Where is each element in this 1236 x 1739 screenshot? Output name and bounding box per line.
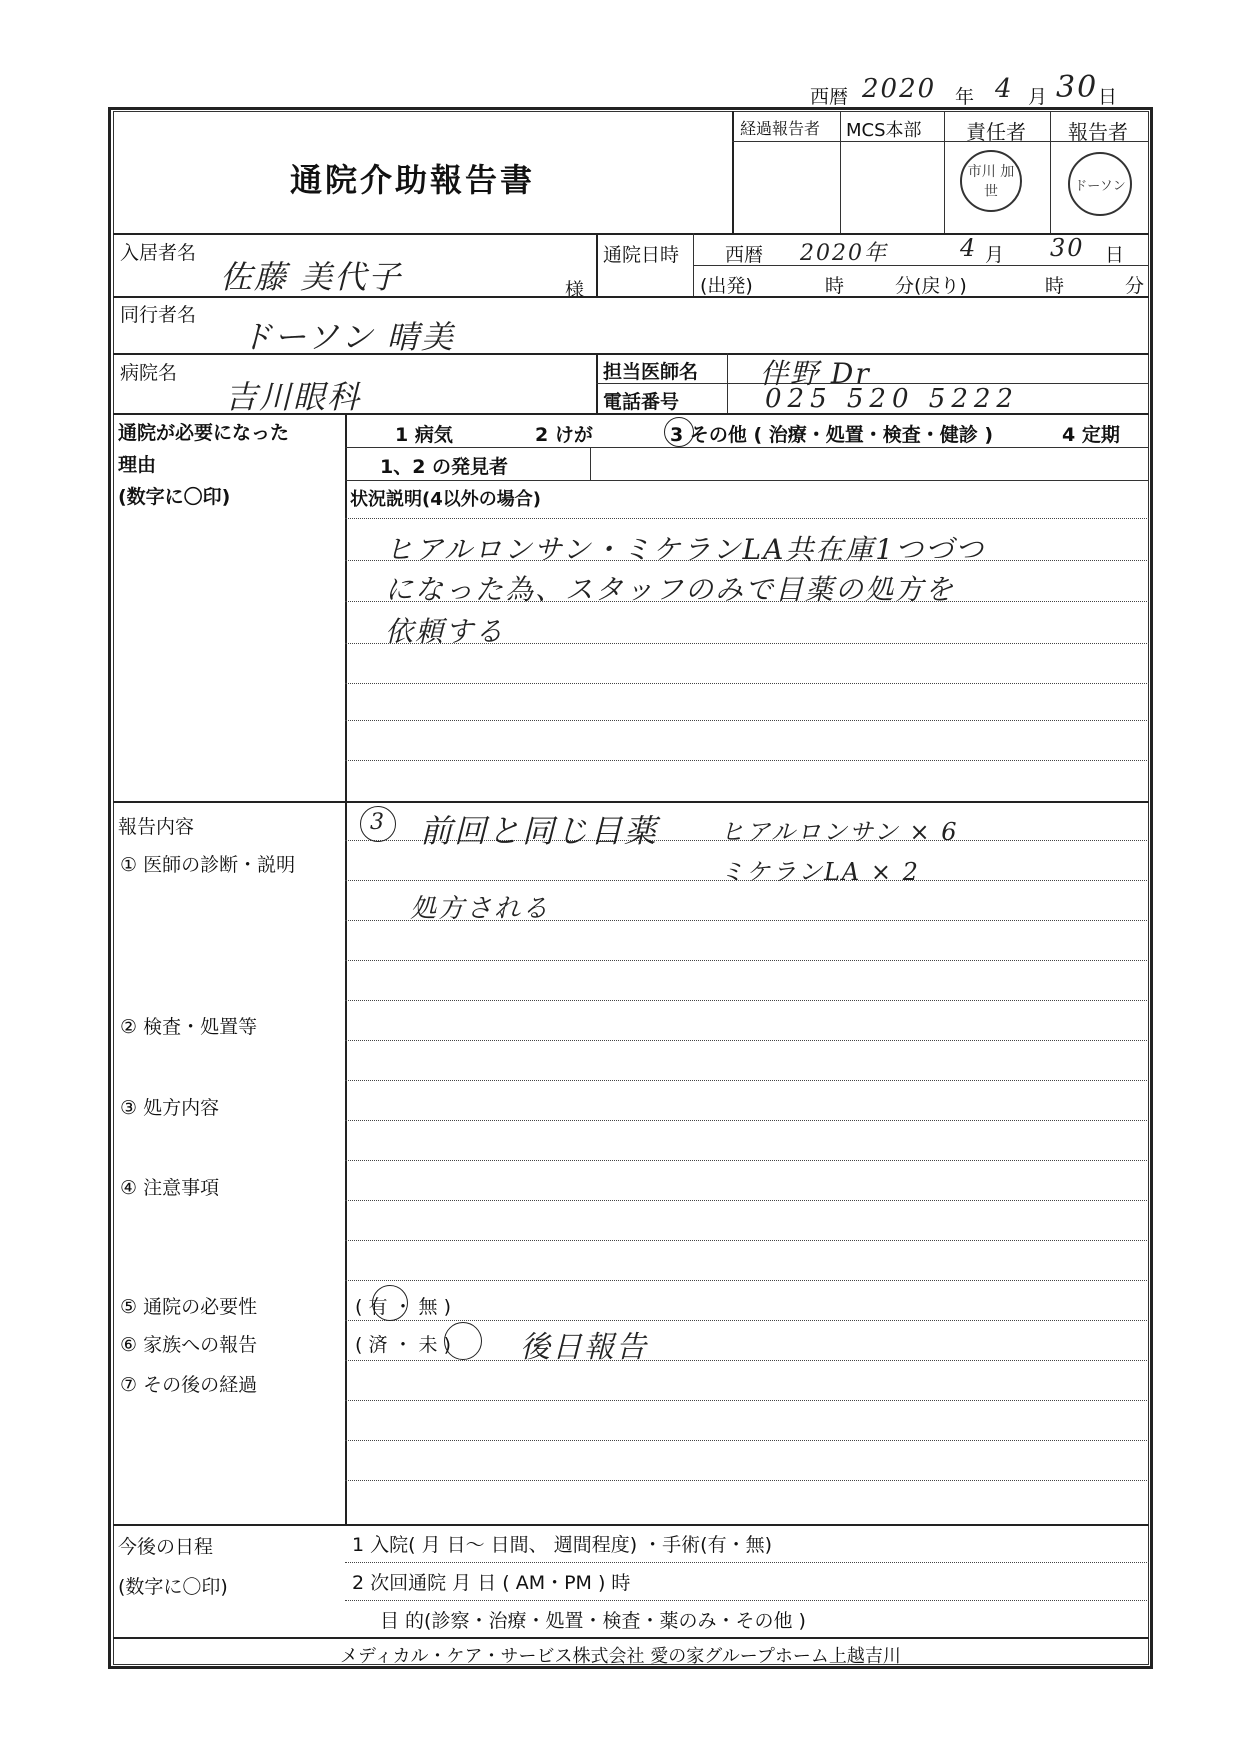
approval-header-progress: 経過報告者	[740, 119, 821, 138]
doctor-name: 伴野 Dr	[760, 357, 871, 390]
report-item-7: ⑦ その後の経過	[120, 1374, 258, 1396]
family-options: ( 済 ・ 未 )	[355, 1334, 451, 1356]
footer-company: メディカル・ケア・サービス株式会社 愛の家グループホーム上越吉川	[340, 1646, 901, 1667]
schedule-line-2: 2 次回通院 月 日 ( AM・PM ) 時	[352, 1572, 631, 1594]
report-line-2-med: ミケランLA × 2	[720, 858, 920, 886]
reporter-stamp: ドーソン	[1068, 152, 1132, 216]
situation-line-2: になった為、スタッフのみで目薬の処方を	[385, 573, 956, 606]
return-label: 分(戻り)	[895, 275, 967, 297]
resident-label: 入居者名	[120, 242, 197, 264]
visit-month: 4	[960, 234, 978, 262]
necessity-options: ( 有 ・ 無 )	[355, 1296, 451, 1318]
phone-label: 電話番号	[603, 391, 680, 413]
depart-label: (出発)	[700, 275, 753, 297]
visit-label: 通院日時	[603, 244, 680, 266]
date-month-unit: 月	[1028, 86, 1048, 108]
report-item-5: ⑤ 通院の必要性	[120, 1296, 258, 1318]
reason-opt-4: 4 定期	[1062, 424, 1120, 446]
date-day-unit: 日	[1098, 86, 1118, 108]
situation-label: 状況説明(4以外の場合)	[350, 489, 541, 510]
visit-year: 2020年	[800, 241, 888, 266]
approval-header-responsible: 責任者	[966, 120, 1026, 144]
resident-name: 佐藤 美代子	[220, 258, 403, 296]
family-circle	[444, 1322, 482, 1360]
schedule-line-1: 1 入院( 月 日〜 日間、 週間程度) ・手術(有・無)	[352, 1534, 772, 1556]
reason-opt-3: 3 その他 ( 治療・処置・検査・健診 )	[670, 424, 994, 446]
companion-label: 同行者名	[120, 304, 197, 326]
report-item-6: ⑥ 家族への報告	[120, 1334, 258, 1356]
schedule-label-2: (数字に〇印)	[118, 1576, 228, 1598]
date-year: 2020	[862, 74, 937, 104]
date-day: 30	[1056, 70, 1099, 105]
report-item-3: ③ 処方内容	[120, 1097, 220, 1119]
report-line-1-med: ヒアルロンサン × 6	[720, 818, 959, 846]
depart-hour: 時	[825, 275, 845, 297]
family-note: 後日報告	[520, 1330, 648, 1365]
phone-value: 025 520 5222	[765, 384, 1019, 414]
situation-line-3: 依頼する	[385, 615, 506, 648]
schedule-line-3: 目 的(診察・治療・処置・検査・薬のみ・その他 )	[380, 1610, 806, 1632]
reason-opt-1: 1 病気	[395, 424, 453, 446]
schedule-label-1: 今後の日程	[118, 1536, 214, 1558]
reason-opt-2: 2 けが	[535, 424, 593, 446]
reason-label-3: (数字に〇印)	[118, 486, 231, 508]
visit-day-unit: 日	[1105, 244, 1125, 266]
date-era: 西暦	[810, 86, 849, 108]
responsible-stamp: 市川 加世	[960, 150, 1022, 212]
reason-label-2: 理由	[118, 454, 157, 476]
finder-label: 1、2 の発見者	[380, 456, 509, 478]
resident-suffix: 様	[565, 279, 585, 301]
approval-header-mcs: MCS本部	[846, 120, 922, 141]
report-item-4: ④ 注意事項	[120, 1177, 220, 1199]
report-line-1: 前回と同じ目薬	[420, 812, 659, 850]
report-item-1: ① 医師の診断・説明	[120, 854, 296, 876]
date-month: 4	[995, 74, 1014, 104]
situation-line-1: ヒアルロンサン・ミケランLA共在庫1つづつ	[385, 533, 986, 566]
reason-opt-3-circle	[664, 417, 694, 447]
report-item-2: ② 検査・処置等	[120, 1016, 258, 1038]
visit-month-unit: 月	[985, 244, 1005, 266]
reason-label-1: 通院が必要になった	[118, 422, 290, 444]
date-year-unit: 年	[955, 86, 975, 108]
doctor-label: 担当医師名	[603, 361, 699, 383]
approval-header-reporter: 報告者	[1068, 120, 1128, 144]
hospital-label: 病院名	[120, 362, 178, 384]
return-hour: 時	[1045, 275, 1065, 297]
report-label: 報告内容	[118, 816, 195, 838]
report-line-1-num: 3	[370, 810, 386, 835]
visit-era: 西暦	[725, 244, 764, 266]
visit-day: 30	[1050, 234, 1085, 262]
necessity-circle	[372, 1285, 408, 1321]
page-title: 通院介助報告書	[290, 161, 536, 199]
report-line-3: 処方される	[410, 894, 551, 924]
hospital-name: 吉川眼科	[225, 378, 362, 416]
companion-name: ドーソン 晴美	[240, 318, 455, 356]
return-minute: 分	[1125, 275, 1145, 297]
